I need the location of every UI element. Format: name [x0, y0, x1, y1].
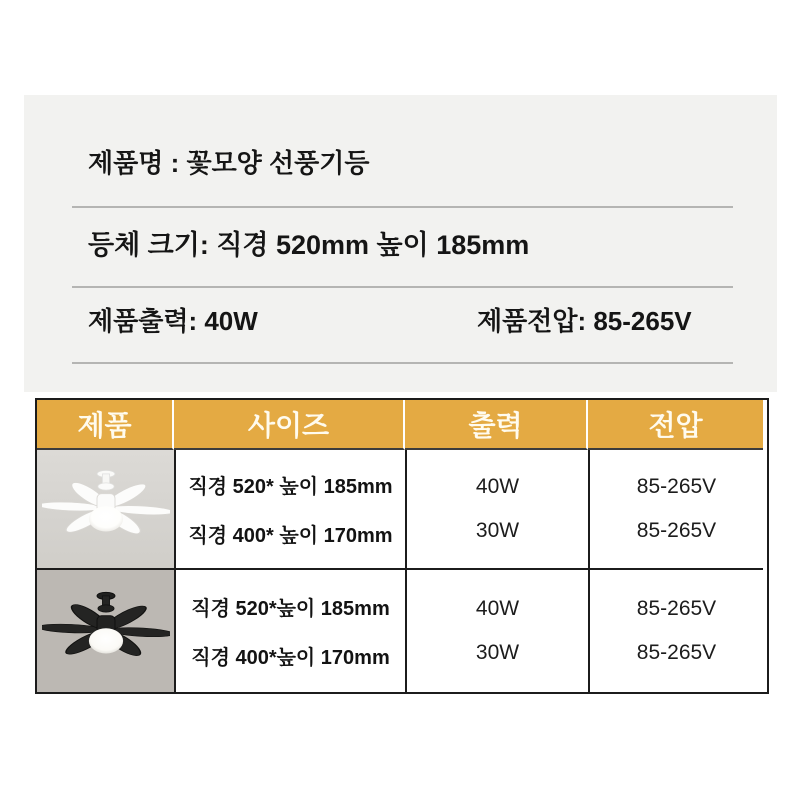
- body-size-line: 등체 크기: 직경 520mm 높이 185mm: [88, 230, 530, 260]
- voltage-value: 85-265V: [636, 519, 717, 542]
- size-value: 직경 400* 높이 170mm: [188, 525, 393, 547]
- product-output-line: 제품출력: 40W: [88, 306, 258, 336]
- output-value: 40W: [475, 597, 520, 620]
- table-cell-sizes: [174, 450, 405, 570]
- black-fan-icon: [42, 577, 170, 685]
- voltage-value: 85-265V: [636, 475, 717, 498]
- table-cell-outputs: [405, 450, 588, 570]
- product-name: 제품명 : 꽃모양 선풍기등: [88, 148, 370, 178]
- table-header-product: 제품: [37, 400, 174, 450]
- divider: [72, 286, 733, 288]
- output-value: 30W: [475, 641, 520, 664]
- size-value: 직경 520* 높이 185mm: [188, 476, 393, 498]
- table-cell-voltages: [588, 570, 763, 692]
- table-header-voltage: 전압: [588, 400, 763, 450]
- table-row: [37, 450, 174, 570]
- white-fan-icon: [42, 455, 170, 563]
- size-value: 직경 520*높이 185mm: [191, 598, 390, 620]
- table-header-size: 사이즈: [174, 400, 405, 450]
- table-cell-sizes: [174, 570, 405, 692]
- divider: [72, 206, 733, 208]
- table-cell-voltages: [588, 450, 763, 570]
- output-value: 30W: [475, 519, 520, 542]
- table-row: [37, 570, 174, 692]
- size-value: 직경 400*높이 170mm: [191, 647, 390, 669]
- white-ceiling-fan-image: [37, 450, 174, 568]
- spec-table: [35, 398, 769, 694]
- divider: [72, 362, 733, 364]
- product-voltage-line: 제품전압: 85-265V: [477, 306, 692, 336]
- black-ceiling-fan-image: [37, 570, 174, 692]
- table-cell-outputs: [405, 570, 588, 692]
- spec-panel: [24, 95, 777, 392]
- voltage-value: 85-265V: [636, 641, 717, 664]
- voltage-value: 85-265V: [636, 597, 717, 620]
- table-header-output: 출력: [405, 400, 588, 450]
- output-value: 40W: [475, 475, 520, 498]
